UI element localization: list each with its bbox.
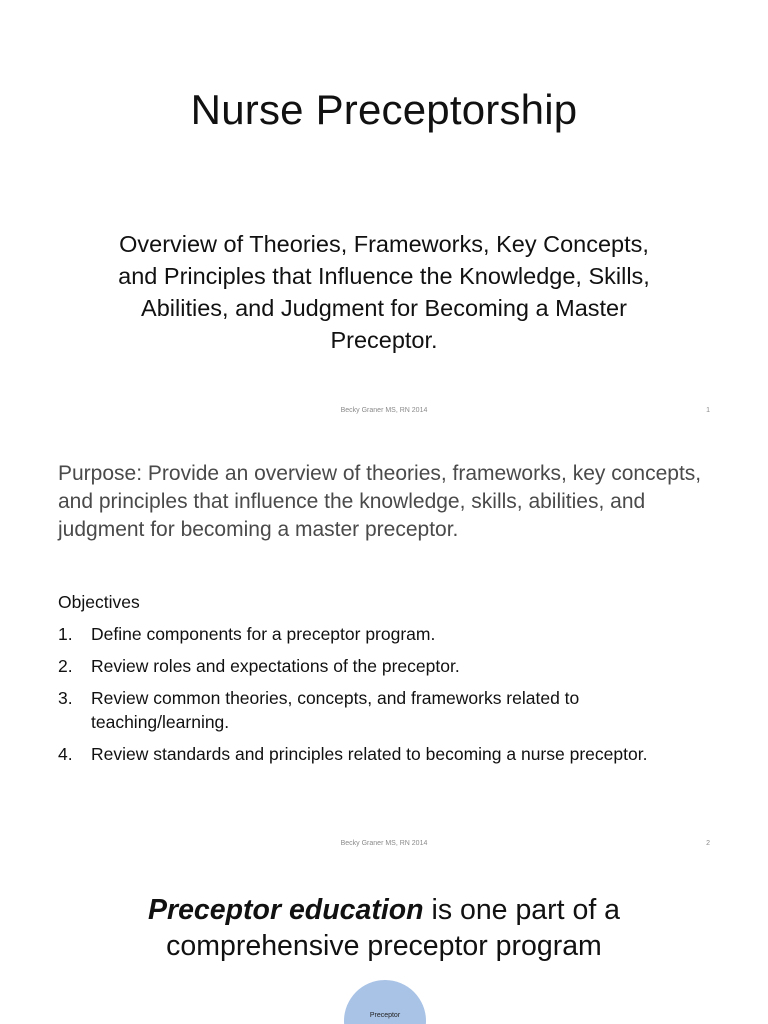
objectives-heading: Objectives bbox=[58, 592, 140, 612]
slide-1-title: Nurse Preceptorship bbox=[190, 86, 578, 133]
objective-text: Review standards and principles related to becoming a nurse preceptor. bbox=[91, 744, 648, 764]
slide-2 bbox=[0, 432, 768, 864]
slide-1 bbox=[0, 0, 768, 432]
slide-1-page-number: 1 bbox=[706, 407, 710, 414]
title-emphasis: Preceptor education bbox=[147, 894, 424, 926]
objective-number: 3. bbox=[58, 688, 73, 708]
objective-text: Review common theories, concepts, and frameworks related to teaching/learning. bbox=[91, 688, 580, 732]
objective-item bbox=[58, 622, 708, 646]
objectives-list bbox=[58, 622, 708, 774]
circle-label: Preceptor bbox=[369, 1012, 401, 1019]
title-line-2: comprehensive preceptor program bbox=[166, 930, 602, 962]
slide-3 bbox=[0, 864, 768, 1024]
slide-2-page-number: 2 bbox=[706, 840, 710, 847]
objective-item bbox=[58, 654, 708, 678]
slide-1-footer: Becky Graner MS, RN 2014 bbox=[340, 407, 428, 414]
objective-number: 4. bbox=[58, 744, 73, 764]
title-rest-line-1: is one part of a bbox=[423, 894, 621, 926]
preceptor-circle bbox=[344, 980, 426, 1024]
objective-text: Review roles and expectations of the preceptor. bbox=[91, 656, 460, 676]
objective-item bbox=[58, 742, 708, 766]
objective-item bbox=[58, 686, 708, 734]
purpose-text: Purpose: Provide an overview of theories, frameworks, key concepts, and principles that influence the knowledge, skills, abilities, and judgment for becoming a master preceptor. bbox=[58, 462, 702, 541]
slide-1-subtitle: Overview of Theories, Frameworks, Key Concepts, and Principles that Influence the Knowledge, Skills, Abilities, and Judgment for Becoming a Master Preceptor. bbox=[118, 231, 650, 353]
slide-3-title bbox=[0, 892, 768, 964]
slide-2-footer: Becky Graner MS, RN 2014 bbox=[340, 840, 428, 847]
objective-text: Define components for a preceptor program. bbox=[91, 624, 436, 644]
objective-number: 1. bbox=[58, 624, 73, 644]
objective-number: 2. bbox=[58, 656, 73, 676]
